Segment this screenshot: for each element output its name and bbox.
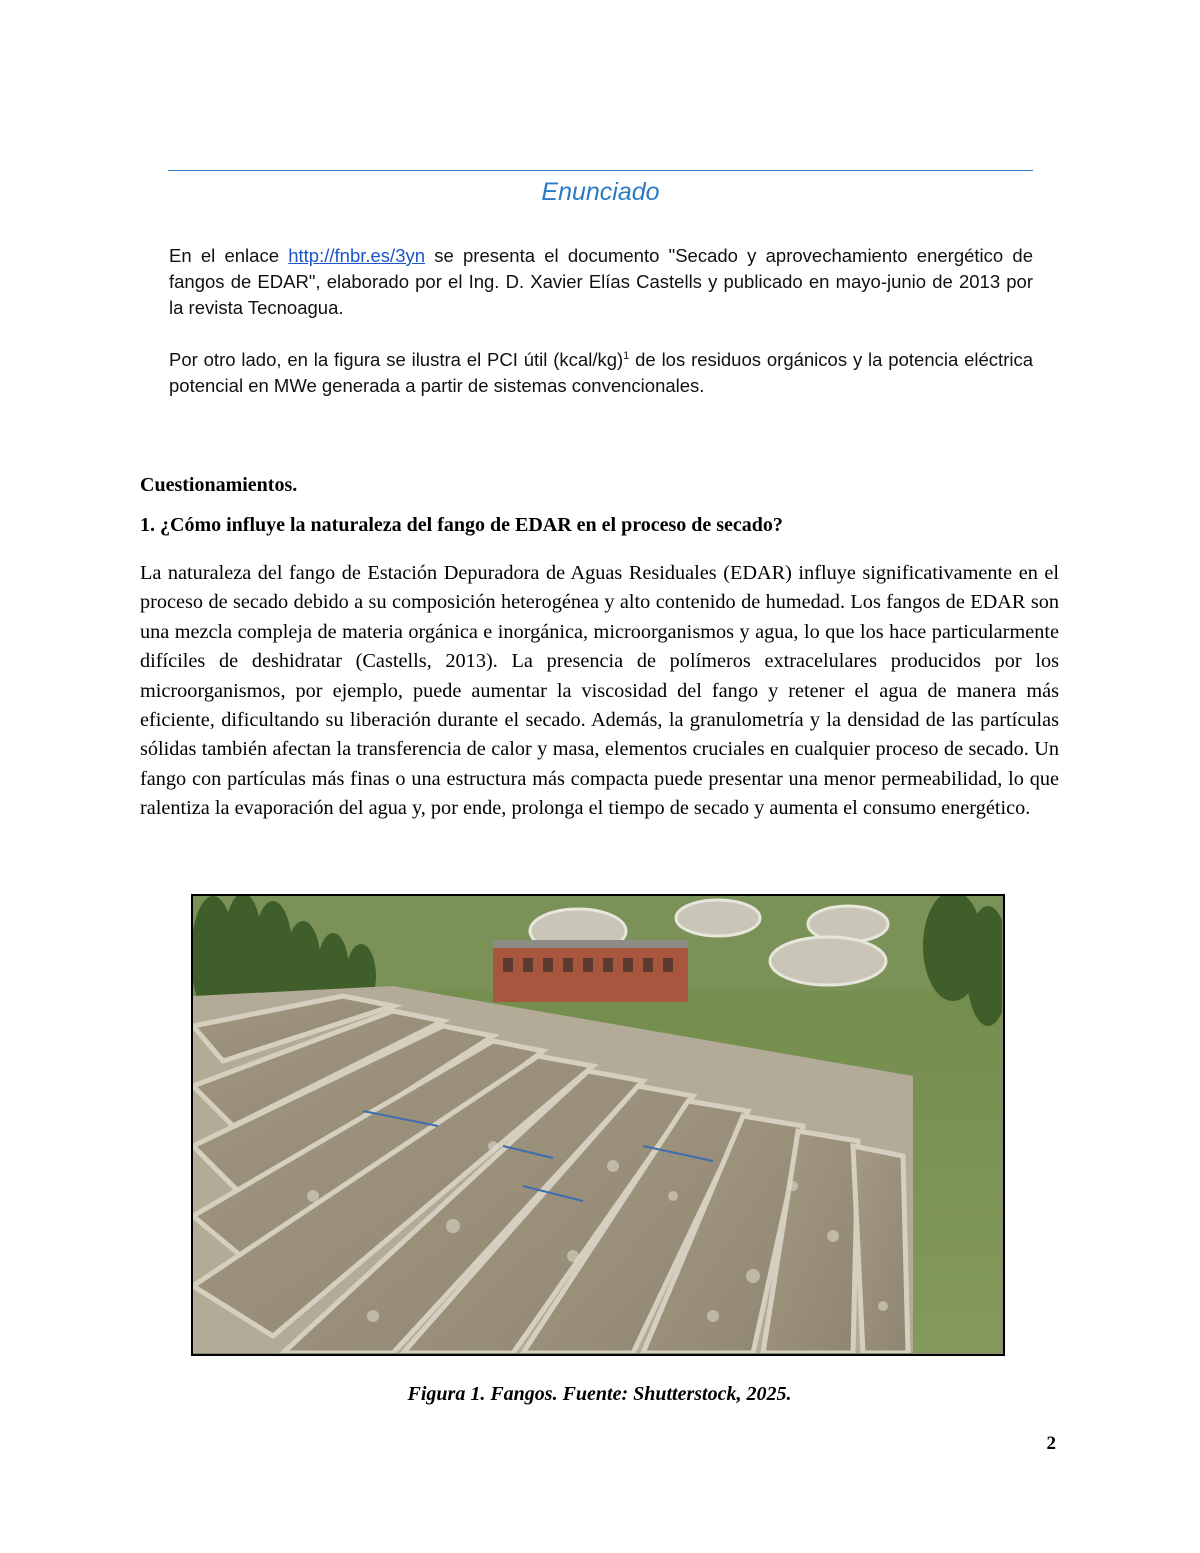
section-divider bbox=[168, 170, 1033, 171]
enunciado-title: Enunciado bbox=[541, 178, 660, 206]
footnote-marker: 1 bbox=[623, 350, 630, 362]
answer-paragraph: La naturaleza del fango de Estación Depuradora de Aguas Residuales (EDAR) influye significativamente en el proceso de secado debido a su composición heterogénea y alto contenido de humedad. Los fangos de EDAR son una mezcla compleja de materia orgánica e inorgánica, microorganismos y agua, lo que los hace particularmente difíciles de deshidratar (Castells, 2013). La presencia de polímeros extracelulares producidos por los microorganismos, por ejemplo, puede aumentar la viscosidad del fango y retener el agua de manera más eficiente, dificultando su liberación durante el secado. Además, la granulometría y la densidad de las partículas sólidas también afectan la transferencia de calor y masa, elementos cruciales en cualquier proceso de secado. Un fango con partículas más finas o una estructura más compacta puede presentar una menor permeabilidad, lo que ralentiza la evaporación del agua y, por ende, prolonga el tiempo de secado y aumenta el consumo energético. bbox=[140, 562, 1059, 820]
enunciado-paragraph-2: Por otro lado, en la figura se ilustra el PCI útil (kcal/kg)$^1$ de los residuos orgánicos y la potencia eléctrica potencial en MWe generada a partir de sistemas convencionales. bbox=[169, 349, 1033, 397]
question-heading: 1. ¿Cómo influye la naturaleza del fango de EDAR en el proceso de secado? bbox=[140, 514, 783, 536]
wastewater-plant-photo bbox=[193, 896, 1002, 1353]
figure-caption: Figura 1. Fangos. Fuente: Shutterstock, 2025. bbox=[407, 1383, 792, 1405]
figure-image bbox=[191, 894, 1005, 1356]
document-link[interactable]: http://fnbr.es/3yn bbox=[288, 245, 426, 266]
section-heading: Cuestionamientos. bbox=[140, 474, 298, 496]
enunciado-paragraph-1: En el enlace http://fnbr.es/3yn se presenta el documento "Secado y aprovechamiento energético de fangos de EDAR", elaborado por el Ing. D. Xavier Elías Castells y publicado en mayo-junio de 2013 por la revista Tecnoagua. bbox=[169, 245, 1033, 318]
page-number: 2 bbox=[1046, 1433, 1056, 1454]
